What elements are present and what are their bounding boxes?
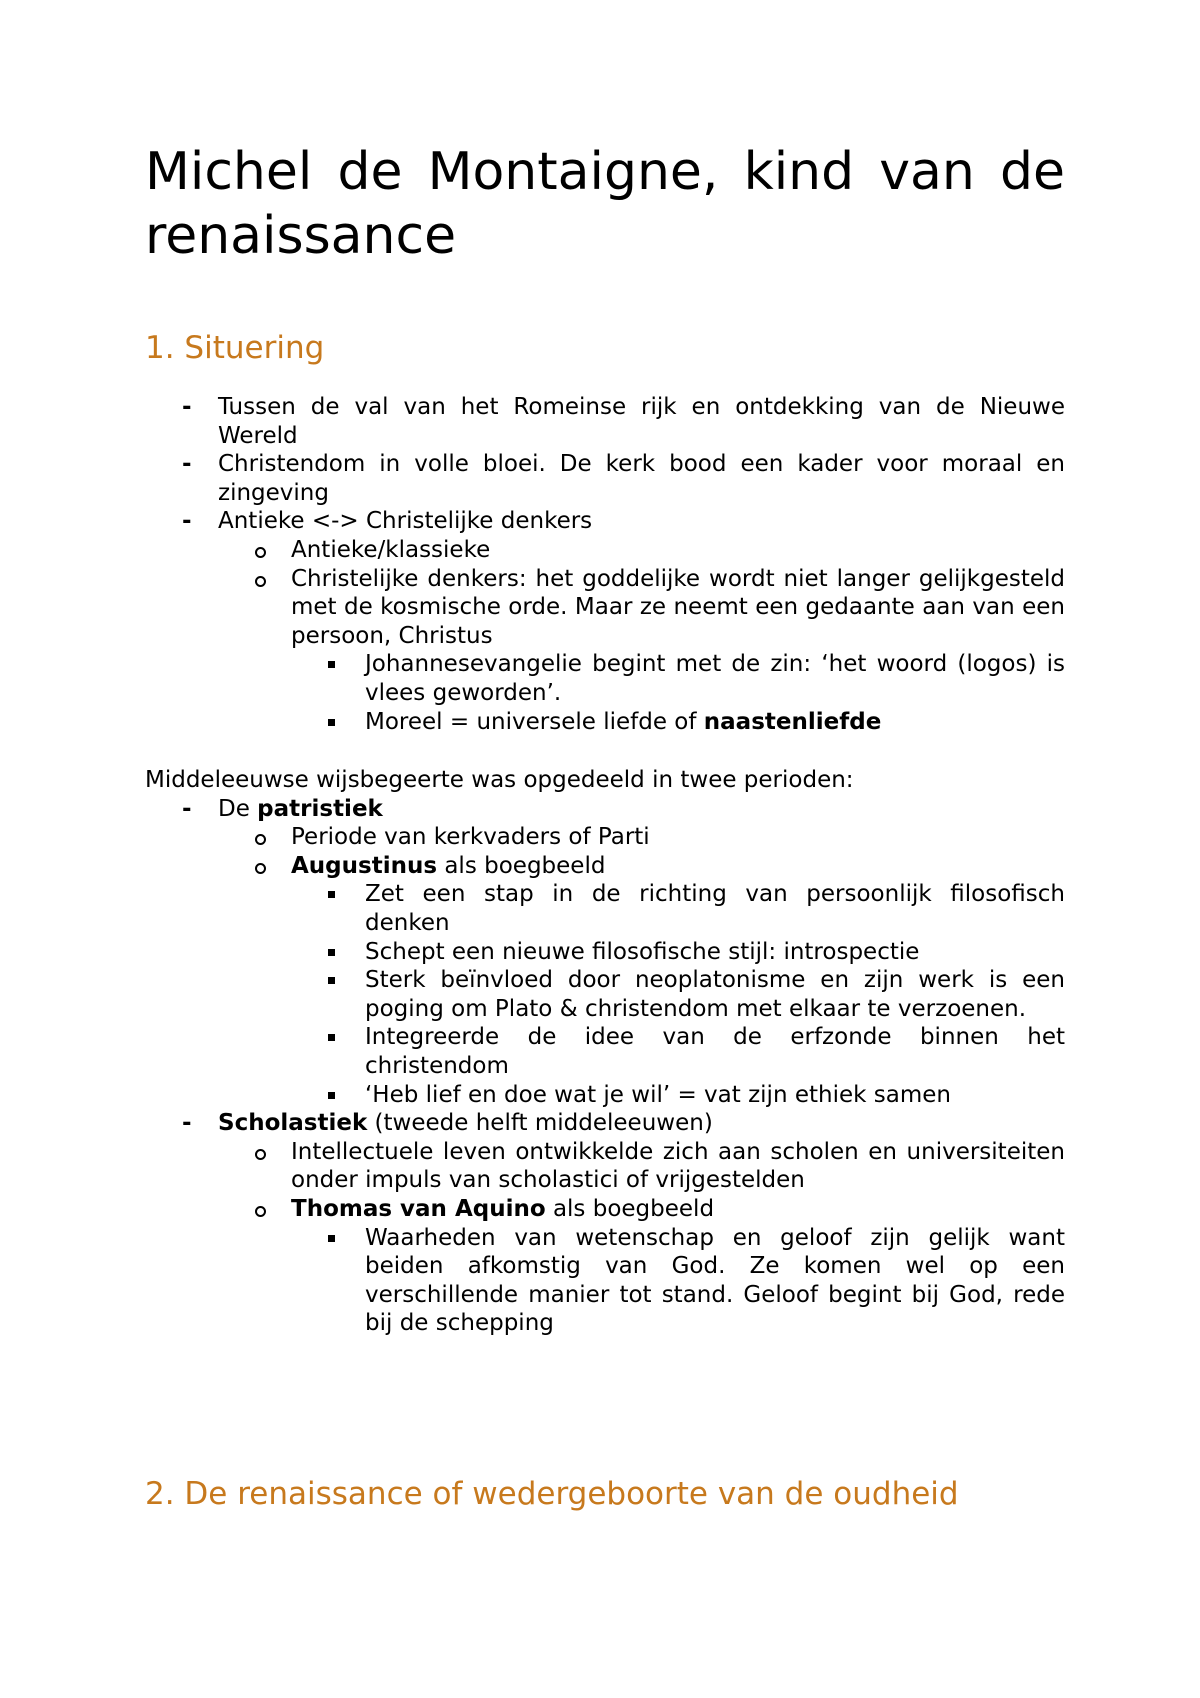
square-bullet-icon — [328, 661, 335, 668]
sub-sub-list-item — [145, 650, 1065, 707]
square-bullet-icon — [328, 719, 335, 726]
periods-intro: Middeleeuwse wijsbegeerte was opgedeeld in twee perioden: — [145, 767, 854, 793]
square-bullet-icon — [328, 977, 335, 984]
list-item-text: ‘Heb lief en doe wat je wil’ = vat zijn ethiek samen — [365, 1081, 951, 1108]
list-item-text: (tweede helft middeleeuwen) — [367, 1110, 713, 1137]
dash-bullet: - — [182, 795, 192, 822]
list-item-text: Periode van kerkvaders of Parti — [291, 824, 650, 851]
sub-sub-list-item — [145, 1081, 1065, 1110]
sub-list-item — [145, 536, 1065, 565]
situering-list — [145, 393, 1065, 736]
sub-sub-list-item — [145, 1023, 1065, 1080]
square-bullet-icon — [328, 1235, 335, 1242]
list-item — [145, 1109, 1065, 1138]
square-bullet-icon — [328, 1034, 335, 1041]
list-item-text: Christelijke denkers: het goddelijke wordt niet langer gelijkgesteld met de kosmische orde. Maar ze neemt een gedaante aan van een persoon, Christus — [291, 565, 1065, 649]
bold-term: Scholastiek — [218, 1110, 368, 1137]
sub-sub-list-item — [145, 708, 1065, 737]
sub-list-item — [145, 823, 1065, 852]
sub-list-item — [145, 565, 1065, 651]
list-item-text: Schept een nieuwe filosofische stijl: introspectie — [365, 938, 920, 965]
list-item-text: als boegbeeld — [437, 852, 606, 879]
list-item-text: Christendom in volle bloei. De kerk bood een kader voor moraal en zingeving — [218, 451, 1065, 506]
sub-sub-list-item — [145, 966, 1065, 1023]
bold-term: Thomas van Aquino — [291, 1195, 546, 1222]
list-item-text: De — [218, 795, 258, 822]
list-item — [145, 393, 1065, 450]
list-item-text: Zet een stap in de richting van persoonlijk filosofisch denken — [365, 881, 1065, 936]
bold-term: Augustinus — [291, 852, 438, 879]
list-item-text: als boegbeeld — [545, 1195, 715, 1222]
sub-list-item — [145, 1138, 1065, 1195]
sub-sub-list-item — [145, 938, 1065, 967]
section-heading-situering: 1. Situering — [145, 330, 325, 366]
circle-bullet-icon — [255, 547, 266, 558]
sub-sub-list-item — [145, 1224, 1065, 1338]
bold-term: naastenliefde — [703, 708, 882, 735]
periods-block — [145, 766, 1065, 1338]
square-bullet-icon — [328, 1092, 335, 1099]
section-heading-renaissance: 2. De renaissance of wedergeboorte van de oudheid — [145, 1476, 959, 1512]
dash-bullet: - — [182, 451, 192, 478]
list-item-text: Intellectuele leven ontwikkelde zich aan scholen en universiteiten onder impuls van scholastici of vrijgestelden — [291, 1138, 1065, 1194]
list-item-text: Antieke/klassieke — [291, 536, 491, 563]
dash-bullet: - — [182, 394, 192, 420]
sub-list-item — [145, 1195, 1065, 1224]
list-item-text: Moreel = universele liefde of — [365, 708, 704, 735]
dash-bullet: - — [182, 1110, 192, 1137]
dash-bullet: - — [182, 508, 192, 535]
bold-term: patristiek — [257, 795, 383, 822]
list-item-text: Antieke <-> Christelijke denkers — [218, 508, 593, 535]
list-item — [145, 507, 1065, 536]
sub-list-item — [145, 852, 1065, 881]
sub-sub-list-item — [145, 880, 1065, 937]
list-item-text: Sterk beïnvloed door neoplatonisme en zijn werk is een poging om Plato & christendom met elkaar te verzoenen. — [365, 967, 1065, 1022]
square-bullet-icon — [328, 949, 335, 956]
circle-bullet-icon — [255, 863, 266, 874]
circle-bullet-icon — [255, 576, 266, 587]
circle-bullet-icon — [255, 1149, 266, 1160]
list-item-text: Tussen de val van het Romeinse rijk en ontdekking van de Nieuwe Wereld — [218, 394, 1065, 449]
list-item-text: Johannesevangelie begint met de zin: ‘het woord (logos) is vlees geworden’. — [365, 651, 1065, 706]
list-item-text: Waarheden van wetenschap en geloof zijn gelijk want beiden afkomstig van God. Ze komen wel op een verschillende manier tot stand. Geloof begint bij God, rede bij de schepping — [365, 1224, 1065, 1337]
list-item — [145, 795, 1065, 824]
document-title: Michel de Montaigne, kind van de renaissance — [145, 142, 1065, 266]
square-bullet-icon — [328, 891, 335, 898]
circle-bullet-icon — [255, 834, 266, 845]
list-item — [145, 450, 1065, 507]
circle-bullet-icon — [255, 1206, 266, 1217]
list-item-text: Integreerde de idee van de erfzonde binnen het christendom — [365, 1024, 1065, 1079]
